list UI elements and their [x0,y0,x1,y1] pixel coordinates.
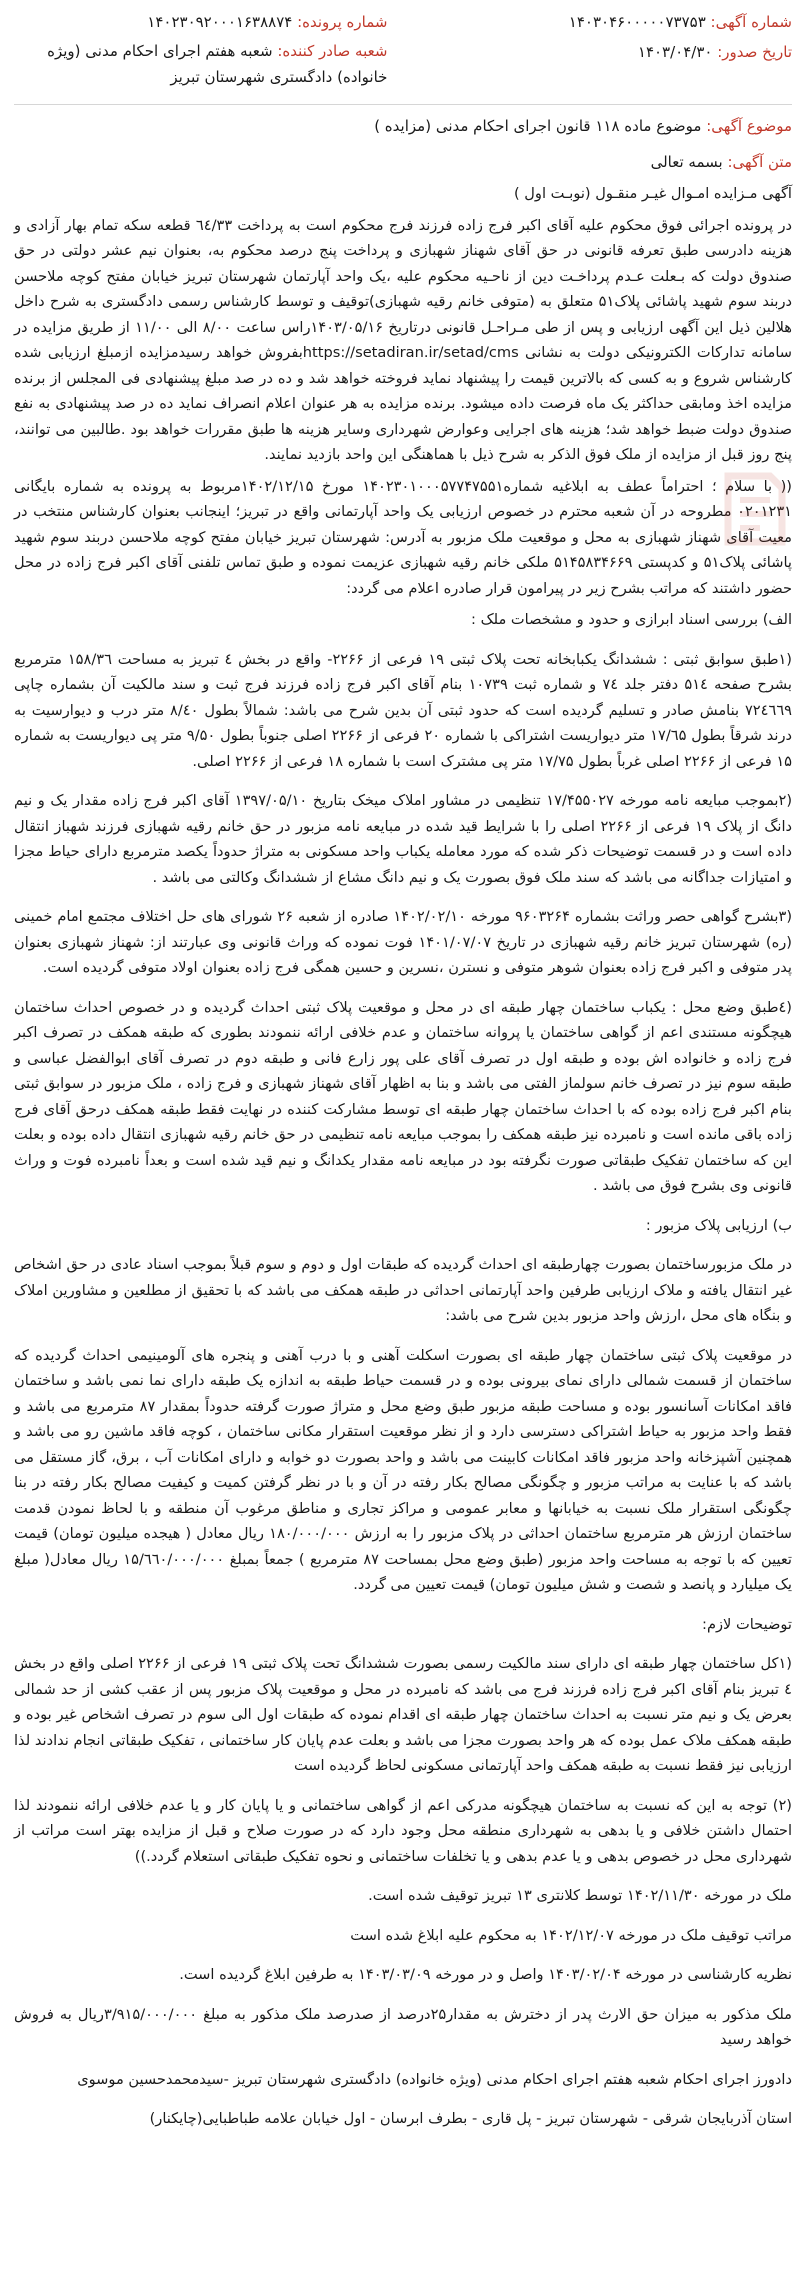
ad-body [14,181,792,2132]
paragraph: توضیحات لازم: [702,1615,792,1633]
case-number: ۱۴۰۲۳۰۹۲۰۰۰۱۶۳۸۸۷۴ [147,13,293,31]
case-number-label: شماره پرونده: [297,13,388,31]
text-label: متن آگهی: [727,153,792,171]
ad-number: ۱۴۰۳۰۴۶۰۰۰۰۰۷۳۷۵۳ [568,13,706,31]
branch: شعبه هفتم اجرای احکام مدنی (ویژه خانواده) دادگستری شهرستان تبریز [47,42,388,86]
paragraph: ملک مذکور به میزان حق الارث پدر از دخترش به مقدار۲۵درصد از صدرصد ملک مذکور به مبلغ ۳/۹۱۵/۰۰۰/۰۰۰ریال به فروش خواهد رسید [14,2005,792,2048]
header-left [14,10,387,90]
paragraph: (۳بشرح گواهی حصر وراثت بشماره ۹۶۰۳۲۶۴ مورخه ۱۴۰۲/۰۲/۱۰ صادره از شعبه ۲۶ شورای های حل اختلاف مجتمع امام خمینی (ره) شهرستان تبریز خانم رقیه شهبازی در تاریخ ۱۴۰۱/۰۷/۰۷ فوت نموده که وراث قانونی وی عبارتند از: شهناز شهبازی بعنوان پدر متوفی و اکبر فرج زاده بعنوان شوهر متوفی و نسترن ،نسرین و حسین همگی فرج زاده بعنوان اولاد متوفی گردیده است. [14,908,793,976]
paragraph: نظریه کارشناسی در مورخه ۱۴۰۳/۰۲/۰۴ واصل و در مورخه ۱۴۰۳/۰۳/۰۹ به طرفین ابلاغ گردیده است. [179,1966,792,1983]
paragraph: مراتب توقیف ملک در مورخه ۱۴۰۲/۱۲/۰۷ به محکوم علیه ابلاغ شده است [350,1926,792,1944]
paragraph: (۲) توجه به این که نسبت به ساختمان هیچگونه مدرکی اعم از گواهی ساختمانی و یا پایان کار و یا عدم خلافی ارائه ننمودند لذا احتمال داشتن خلافی و یا بدهی به شهرداری منطقه محل وجود دارد که در صورت صلاح و قبل از مزایده بهتر است مراتب از شهرداری محل در خصوص بدهی و یا عدم بدهی و یا تخلفات ساختمانی و نحوه تفکیک طبقاتی استعلام گردد.)) [14,1796,792,1865]
paragraph: (٤طبق وضع محل : یکباب ساختمان چهار طبقه ای در محل و موقعیت پلاک ثبتی احداث گردیده و در خصوص احداث ساختمان هیچگونه مستندی اعم از گواهی ساختمان یا پروانه ساختمان و عدم خلافی ارائه ننمودند بطوری که طبقه همکف در تصرف اکبر فرج زاده و خانواده اش بوده و طبقه اول در تصرف آقای علی پور زارع فانی و طبقه دوم در تصرف آقای ابوالفضل عباسی و طبقه سوم نیز در تصرف خانم سولماز الفتی می باشد و بنا به اظهار آقای شهناز شهبازی و فرج زاده ، ملک مزبور در سوابق ثبتی بنام اکبر فرج زاده بوده که با احداث ساختمان چهار طبقه ای توسط مشارکت کننده در نهایت فقط طبقه همکف درحق آقای فرج زاده باقی مانده است و نامبرده نیز طبقه همکف را بموجب مبایعه نامه تنظیمی در حق خانم رقیه شهبازی انتقال داده بوده و بعلت این که ساختمان تفکیک طبقاتی صورت نگرفته بود در مبایعه نامه مقدار یکدانگ و نیم قید شده است و بعداً نامبرده فوت و وراث قانونی وی بشرح فوق می باشد . [14,998,792,1194]
paragraph: در موقعیت پلاک ثبتی ساختمان چهار طبقه ای بصورت اسکلت آهنی و با درب آهنی و پنجره های آلومینیمی احداث گردیده که ساختمان از قسمت شمالی دارای نمای بیرونی بوده و در قسمت حیاط طبقه به اندازه یک طبقه دارای نما نمی باشد و ساختمان فاقد امکانات آسانسور بوده و مساحت طبقه مزبور طبق وضع محل و متراژ صورت گرفته حدوداً بمقدار ۸۷ مترمربع می باشد و فقط واحد مزبور به حیاط اشتراکی دسترسی دارد و از نظر موقعیت استقرار مکانی ساختمان ، کوچه فاقد ماشین رو می باشد و همچنین آشپزخانه واحد مزبور فاقد امکانات کابینت می باشد و واحد بصورت دو خوابه و دارای امکانات آب ، برق، گاز مستقل می باشد که با عنایت به مراتب مزبور و چگونگی مصالح بکار رفته در آن و با در نظر گرفتن کمیت و کیفیت مصالح بکار رفته در بنا چگونگی استقرار ملک نسبت به خیابانها و معابر عمومی و مراکز تجاری و مناطق مرغوب آن منطقه و با لحاظ نمودن قدمت ساختمان ارزش هر مترمربع ساختمان احداثی در پلاک مزبور را به ارزش ۱۸۰/۰۰۰/۰۰۰ ریال معادل ( هیجده میلیون تومان) قیمت تعیین که با توجه به مساحت واحد مزبور (طبق وضع محل بمساحت ۸۷ مترمربع ) جمعاً بمبلغ ۱۵/٦٦۰/۰۰۰/۰۰۰ ریال معادل( مبلغ یک میلیارد و پانصد و شصت و شش میلیون تومان) قیمت تعیین می گردد. [14,1346,792,1593]
subject: موضوع ماده ۱۱۸ قانون اجرای احکام مدنی (مزایده ) [374,117,702,135]
issue-date: ۱۴۰۳/۰۴/۳۰ [637,43,713,61]
header-divider [14,104,792,105]
header-right [419,10,792,64]
paragraph: (۲بموجب مبایعه نامه مورخه ۱۷/۴۵۵۰۲۷ تنظیمی در مشاور املاک میخک بتاریخ ۱۳۹۷/۰۵/۱۰ آقای اکبر فرج زاده مقدار یک و نیم دانگ از پلاک ۱۹ فرعی از ۲۲۶۶ اصلی را با شرایط قید شده در مبایعه نامه مزبور در حق خانم رقیه شهبازی فرزند شهباز انتقال داده است و در قسمت توضیحات ذکر شده که مورد معامله یکباب واحد مسکونی به متراژ حدوداً یکصد مترمربع دارای حیاط مجزا و امتیازات جداگانه می باشد که سند ملک فوق بصورت یک و نیم دانگ مشاع از ششدانگ وکالتی می باشد . [14,792,793,886]
ad-number-label: شماره آگهی: [710,13,792,31]
subject-row [14,113,792,139]
paragraph: ملک در مورخه ۱۴۰۲/۱۱/۳۰ توسط کلانتری ۱۳ تبریز توقیف شده است. [368,1887,792,1904]
branch-label: شعبه صادر کننده: [277,42,388,60]
paragraph: در پرونده اجرائی فوق محکوم علیه آقای اکبر فرج زاده فرزند فرج محکوم است به پرداخت ٦٤/٣٣ قطعه سکه تمام بهار آزادی و هزینه دادرسی طبق تعرفه قانونی در حق آقای شهناز شهبازی و پرداخت پنج درصد محکوم به، بعنوان نیم عشر دولتی در حق صندوق دولت که بـعلت عـدم پرداخـت دین از ناحـیه محکوم علیه ،یک واحد آپارتمان شهرستان تبریز خیابان مفتح کوچه ملاحسن دربند سوم شهید پاشائی پلاک۵۱ متعلق به (متوفی خانم رقیه شهبازی)توقیف و توسط کارشناس رسمی دادگستری به شرح داخل هلالین ذیل این آگهی ارزیابی و پس از طی مـراحـل قانونی درتاریخ ۱۴۰۳/۰۵/۱۶راس ساعت ۸/۰۰ الی ۱۱/۰۰ از طریق مزایده در سامانه تدارکات الکترونیکی دولت به نشانی https://setadiran.ir/setad/cmsبفروش خواهد رسیدمزایده ازمبلغ ارزیابی شده کارشناس شروع و به کسی که بالاترین قیمت را پیشنهاد نماید فروخته خواهد شد و ده در صد مبلغ پیشنهادی فی المجلس از برنده مزایده اخذ ومابقی حداکثر یک ماه فرصت داده میشود. برنده مزایده به هر عنوان اعلام انصراف نماید ده در صد پیشنهادی به نفع صندوق دولت ضبط خواهد شد؛ هزینه های اجرایی وعوارض شهرداری وسایر هزینه ها طبق مقررات خواهد بود .طالبین می توانند، پنج روز قبل از مزایده از ملک فوق الذکر به شرح ذیل با هماهنگی این واحد بازدید نمایند. [14,216,792,463]
paragraph: الف) بررسی اسناد ابرازی و حدود و مشخصات ملک : [471,611,792,628]
paragraph: (( با سلام ؛ احتراماً عطف به ابلاغیه شماره۱۴۰۲۳۰۱۰۰۰۵۷۷۴۷۵۵۱ مورخ ۱۴۰۲/۱۲/۱۵مربوط به پرونده به شماره بایگانی ۰۲۰۱۲۳۱ مطروحه در آن شعبه محترم در خصوص ارزیابی یک واحد آپارتمانی واقع در تبریز؛ اینجانب بعنوان کارشناس منتخب در معیت آقای شهناز شهبازی به محل و موقعیت ملک مزبور به آدرس: شهرستان تبریز خیابان مفتح کوچه ملاحسن دربند سوم شهید پاشائی پلاک۵۱ و کدپستی ۵۱۴۵۸۳۴۶۶۹ ملکی خانم رقیه شهبازی عزیمت نموده و طبق تماس تلفنی آقای اکبر فرج زاده در محل حضور داشتند که مراتب بشرح زیر در پیرامون قرار صادره اعلام می گردد: [14,477,792,597]
paragraph: (۱کل ساختمان چهار طبقه ای دارای سند مالکیت رسمی بصورت ششدانگ تحت پلاک ثبتی ۱۹ فرعی از ۲۲۶۶ اصلی واقع در بخش ٤ تبریز بنام آقای اکبر فرج زاده فرزند فرج می باشد که نامبرده در محل و موقعیت پلاک مزبور پس از عقب کشی از حد شمالی بعرض یک و نیم متر نسبت به احداث ساختمان چهار طبقه ای اقدام نموده که طبقات اول الی سوم در تصرف اشخاص غیر بوده و طبقه همکف ملاک عمل بوده که هر واحد بصورت مجزا می باشد و بعلت عدم پایان کار ساختمانی ، تفکیک طبقاتی انجام ندادند لذا ارزیابی نیز فقط نسبت به طبقه همکف واحد آپارتمانی مسکونی لحاظ گردیده است [14,1655,792,1774]
paragraph: (۱طبق سوابق ثبتی : ششدانگ یکبابخانه تحت پلاک ثبتی ۱۹ فرعی از ۲۲۶۶- واقع در بخش ٤ تبریز به مساحت ۱۵۸/۳٦ مترمربع بشرح صفحه ۵۱٤ دفتر جلد ٧٤ و شماره ثبت ۱۰۷۳۹ بنام آقای اکبر فرج زاده فرزند فرج ثبت و سند مالکیت آن بشماره چاپی ٧۲٤٦٦۹ بنامش صادر و تسلیم گردیده است که حدود ثبتی آن بدین شرح می باشد: شمالاً بطول ۸/٤۰ متر درب و دیوارسیت به درند شرقاً بطول ۱۷/٦۵ متر دیواریست اشتراکی با شماره ۲۰ فرعی از ۲۲۶۶ اصلی جنوباً بطول ۹/۵۰ متر پی دیواریست به شماره ۱۵ فرعی از ۲۲۶۶ اصلی غرباً بطول ۱۷/۷۵ متر پی مشترک است با شماره ۱۸ فرعی از ۲۲۶۶ اصلی. [14,650,793,770]
address-line: استان آذربایجان شرقی - شهرستان تبریز - پل قاری - بطرف ابرسان - اول خیابان علامه طباطبایی(چایکنار) [149,2110,792,2127]
signature-line: دادورز اجرای احکام شعبه هفتم اجرای احکام مدنی (ویژه خانواده) دادگستری شهرستان تبریز -سیدمحمدحسین موسوی [77,2070,792,2088]
subject-label: موضوع آگهی: [706,117,792,135]
text-intro: بسمه تعالی [650,153,723,171]
ad-title: آگهی مـزایده امـوال غیـر منقـول (نوبـت اول ) [513,185,792,202]
text-row [14,149,792,175]
issue-date-label: تاریخ صدور: [717,43,792,61]
header [14,10,792,90]
paragraph: در ملک مزبورساختمان بصورت چهارطبقه ای احداث گردیده که طبقات اول و دوم و سوم قبلاً بموجب اسناد عادی در حق اشخاص غیر انتقال یافته و ملاک ارزیابی طرفین واحد آپارتمانی احداثی در طبقه همکف می باشد که با تحقیق از مطلعین و مشاورین املاک و بنگاه های محل ،ارزش واحد مزبور بدین شرح می باشد: [14,1256,792,1324]
paragraph: ب) ارزیابی پلاک مزبور : [645,1216,792,1234]
